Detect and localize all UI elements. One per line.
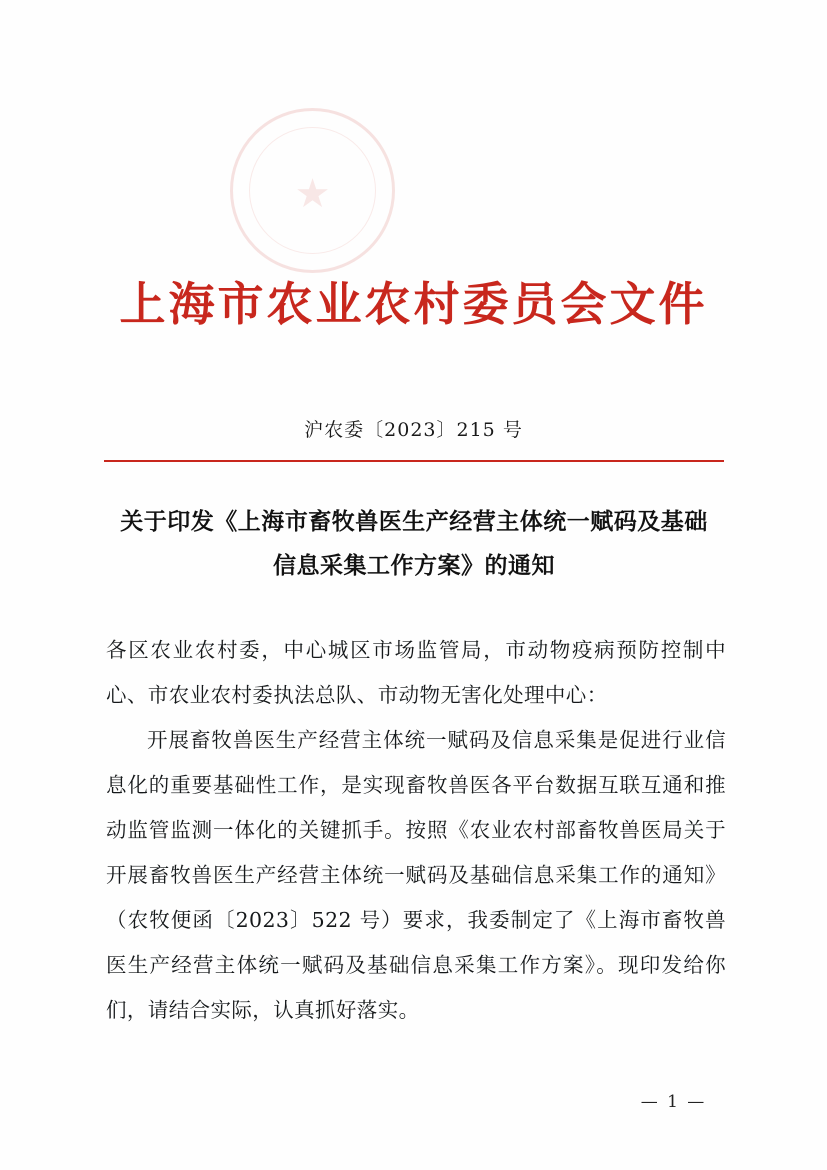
document-title: 上海市农业农村委员会文件 — [119, 277, 708, 331]
document-body — [106, 628, 726, 1033]
red-divider-rule — [104, 460, 724, 462]
subject-line-1: 关于印发《上海市畜牧兽医生产经营主体统一赋码及基础 — [120, 508, 708, 535]
body-paragraph-2: 开展畜牧兽医生产经营主体统一赋码及信息采集是促进行业信息化的重要基础性工作，是实现畜牧兽医各平台数据互联互通和推动监管监测一体化的关键抓手。按照《农业农村部畜牧兽医局关于开展畜牧兽医生产经营主体统一赋码及基础信息采集工作的通知》（农牧便函〔2023〕522 号）要求，我委制定了《上海市畜牧兽医生产经营主体统一赋码及基础信息采集工作方案》。现印发给你们，请结合实际，认真抓好落实。 — [106, 728, 726, 1022]
page-number: — 1 — — [640, 1092, 707, 1112]
document-number: 沪农委〔2023〕215 号 — [304, 419, 523, 441]
seal-star-icon: ★ — [294, 170, 331, 217]
body-paragraph-1: 各区农业农村委，中心城区市场监管局，市动物疫病预防控制中心、市农业农村委执法总队、市动物无害化处理中心： — [106, 638, 726, 707]
subject-line-2: 信息采集工作方案》的通知 — [273, 552, 555, 579]
document-subject — [104, 500, 724, 588]
red-seal-icon — [230, 108, 395, 273]
